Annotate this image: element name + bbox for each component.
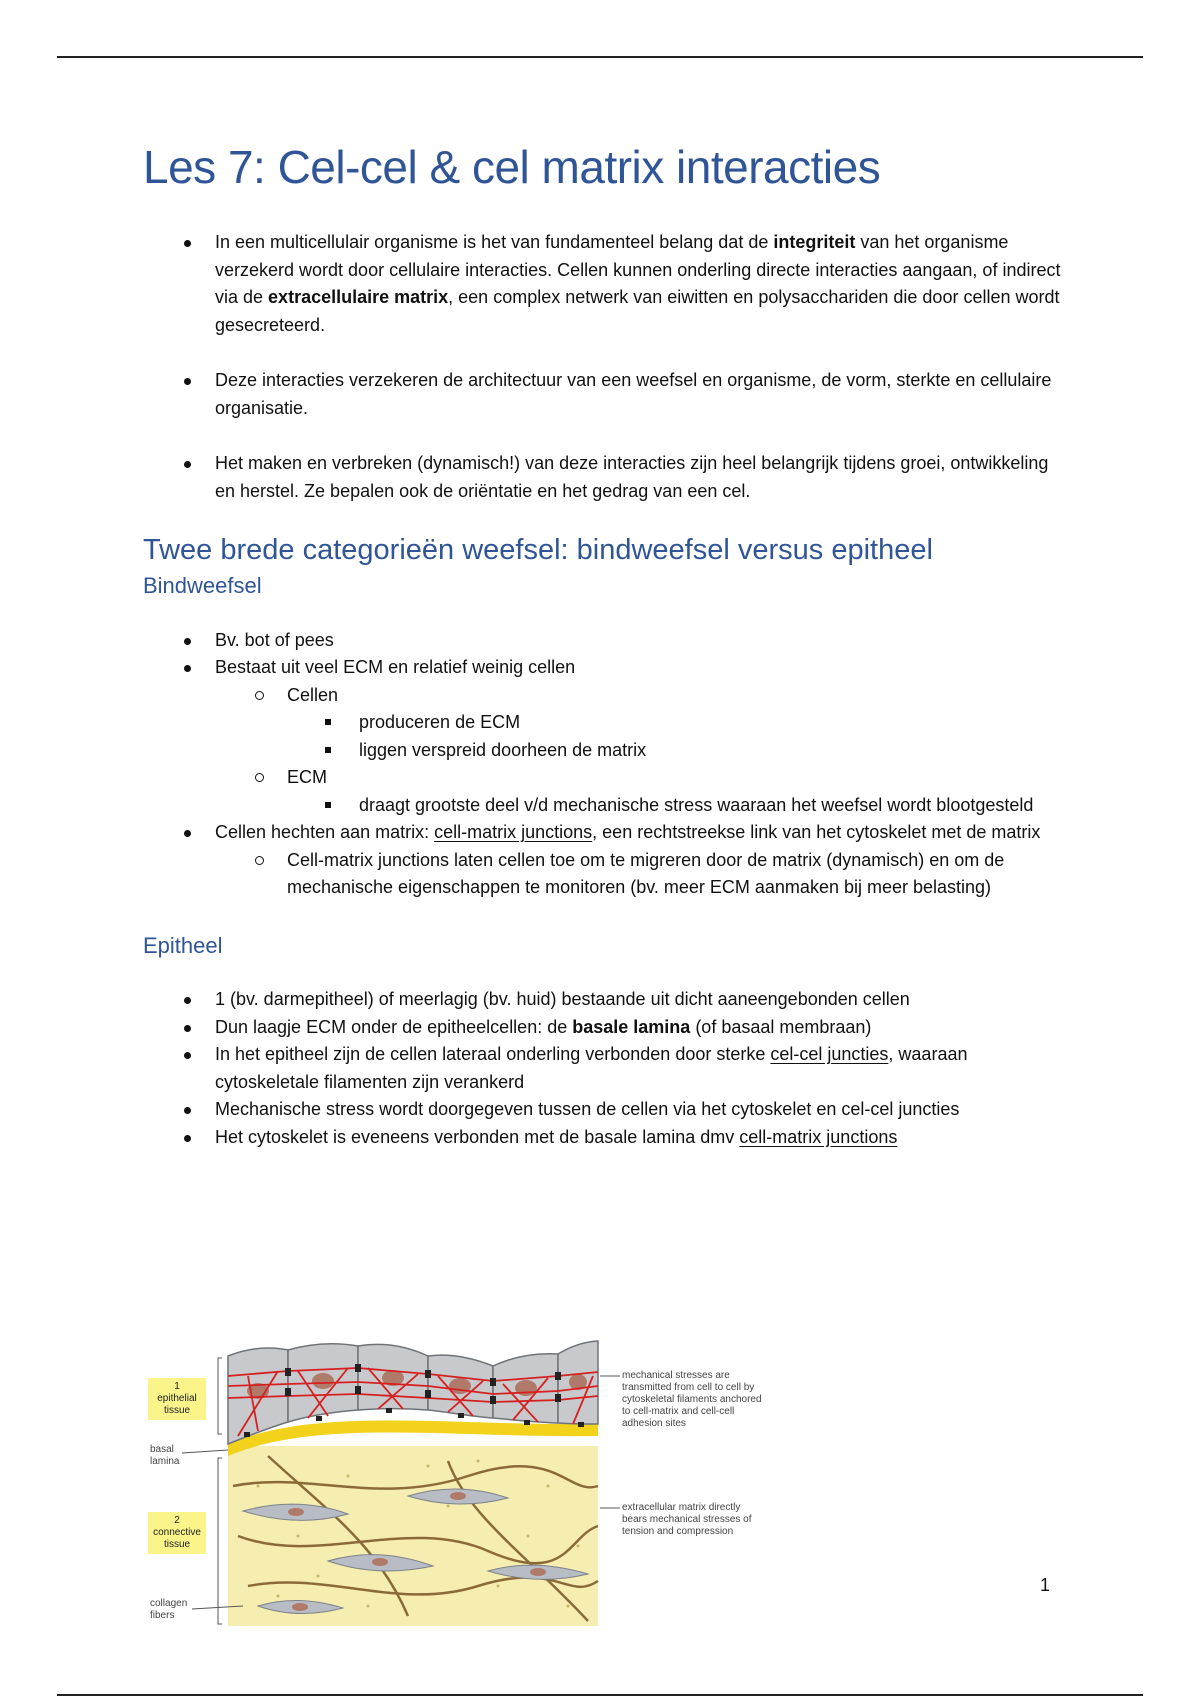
cellen-label: Cellen xyxy=(287,684,339,705)
cellen-sublist xyxy=(287,709,1073,764)
footer-rule xyxy=(57,1694,1143,1696)
epitheel-item-1: 1 (bv. darmepitheel) of meerlagig (bv. huid) bestaande uit dicht aaneengebonden cellen xyxy=(143,986,1073,1014)
intro-item-3: Het maken en verbreken (dynamisch!) van deze interacties zijn heel belangrijk tijdens groei, ontwikkeling en herstel. Ze bepalen ook de oriëntatie en het gedrag van een cel. xyxy=(143,450,1073,505)
cellen-sub-2: liggen verspreid doorheen de matrix xyxy=(287,737,1073,765)
extracellular-matrix xyxy=(228,1446,598,1626)
bindweefsel-item-1: Bv. bot of pees xyxy=(143,627,1073,655)
subheading-bindweefsel: Bindweefsel xyxy=(143,572,262,598)
bindweefsel-item-3-sub: Cell-matrix junctions laten cellen toe om te migreren door de matrix (dynamisch) en om de mechanische eigenschappen te monitoren (bv. meer ECM aanmaken bij meer belasting) xyxy=(215,847,1073,902)
bindweefsel-item-3 xyxy=(143,819,1073,902)
connective-tissue-number: 2 xyxy=(174,1515,180,1526)
bindweefsel-item-2 xyxy=(143,654,1073,819)
ecm-item xyxy=(215,764,1073,819)
header-rule xyxy=(57,56,1143,58)
cell-matrix-junctions-link: cell-matrix junctions xyxy=(434,822,593,843)
page-title: Les 7: Cel-cel & cel matrix interacties xyxy=(143,141,881,193)
collagen-fibers-label: collagen fibers xyxy=(150,1598,188,1621)
ecm-label: ECM xyxy=(287,767,327,788)
bindweefsel-item-2-text: Bestaat uit veel ECM en relatief weinig cellen xyxy=(215,657,576,678)
ecm-sub-1: draagt grootste deel v/d mechanische stress waaraan het weefsel wordt blootgesteld xyxy=(287,792,1073,820)
bindweefsel-sublist xyxy=(215,682,1073,820)
cellen-item xyxy=(215,682,1073,765)
bindweefsel-item-3-post: , een rechtstreekse link van het cytoskelet met de matrix xyxy=(592,822,1041,843)
epithelial-tissue-number: 1 xyxy=(174,1381,180,1392)
connective-tissue-badge xyxy=(148,1512,206,1554)
epitheel-item-2-post: (of basaal membraan) xyxy=(690,1016,872,1037)
section-heading: Twee brede categorieën weefsel: bindweefsel versus epitheel xyxy=(143,534,933,567)
intro-1-bold-ecm: extracellulaire matrix xyxy=(268,287,449,308)
cell-matrix-junctions-link-2: cell-matrix junctions xyxy=(739,1126,898,1147)
epitheel-item-4: Mechanische stress wordt doorgegeven tussen de cellen via het cytoskelet en cel-cel juncties xyxy=(143,1096,1073,1124)
epitheel-item-5-pre: Het cytoskelet is eveneens verbonden met de basale lamina dmv xyxy=(215,1126,740,1147)
epitheel-item-2 xyxy=(143,1014,1073,1042)
intro-1-pre: In een multicellulair organisme is het van fundamenteel belang dat de xyxy=(215,232,774,253)
cel-cel-juncties-link: cel-cel juncties xyxy=(770,1044,889,1065)
bindweefsel-item-3-pre: Cellen hechten aan matrix: xyxy=(215,822,435,843)
epithelial-tissue-label: epithelial tissue xyxy=(157,1393,197,1416)
epitheel-item-2-pre: Dun laagje ECM onder de epitheelcellen: de xyxy=(215,1016,573,1037)
cellen-sub-1: produceren de ECM xyxy=(287,709,1073,737)
intro-item-1 xyxy=(143,229,1073,339)
epitheel-item-3 xyxy=(143,1041,1073,1096)
intro-1-mid: van het organisme verzekerd wordt door cellulaire interacties. Cellen kunnen onderling directe interacties aangaan, of indirect via de xyxy=(215,232,1061,308)
document-body xyxy=(143,140,1073,1151)
extracellular-matrix-note: extracellular matrix directly bears mechanical stresses of tension and compression xyxy=(622,1502,752,1537)
bindweefsel-list xyxy=(143,627,1073,902)
epitheel-list xyxy=(143,986,1073,1151)
tissue-figure xyxy=(148,1336,768,1626)
epitheel-item-3-post: , waaraan cytoskeletale filamenten zijn verankerd xyxy=(215,1044,968,1092)
intro-list xyxy=(143,229,1073,505)
subheading-epitheel: Epitheel xyxy=(143,932,223,958)
bindweefsel-item-3-sublist xyxy=(215,847,1073,902)
intro-item-2: Deze interacties verzekeren de architectuur van een weefsel en organisme, de vorm, sterkte en cellulaire organisatie. xyxy=(143,367,1073,422)
basal-lamina-label: basal lamina xyxy=(150,1444,180,1467)
epitheel-item-5 xyxy=(143,1124,1073,1152)
mechanical-stress-note: mechanical stresses are transmitted from cell to cell by cytoskeletal filaments anchored to cell-matrix and cell-cell adhesion sites xyxy=(622,1370,762,1429)
epitheel-item-3-pre: In het epitheel zijn de cellen lateraal onderling verbonden door sterke xyxy=(215,1044,771,1065)
intro-1-bold-integriteit: integriteit xyxy=(773,232,856,253)
intro-1-post: , een complex netwerk van eiwitten en polysacchariden die door cellen wordt gesecreteerd. xyxy=(215,287,1060,335)
basale-lamina-bold: basale lamina xyxy=(572,1016,691,1037)
page-number: 1 xyxy=(1040,1575,1051,1595)
connective-tissue-label: connective tissue xyxy=(153,1527,201,1550)
ecm-sublist xyxy=(287,792,1073,820)
epithelial-tissue-badge xyxy=(148,1378,206,1420)
